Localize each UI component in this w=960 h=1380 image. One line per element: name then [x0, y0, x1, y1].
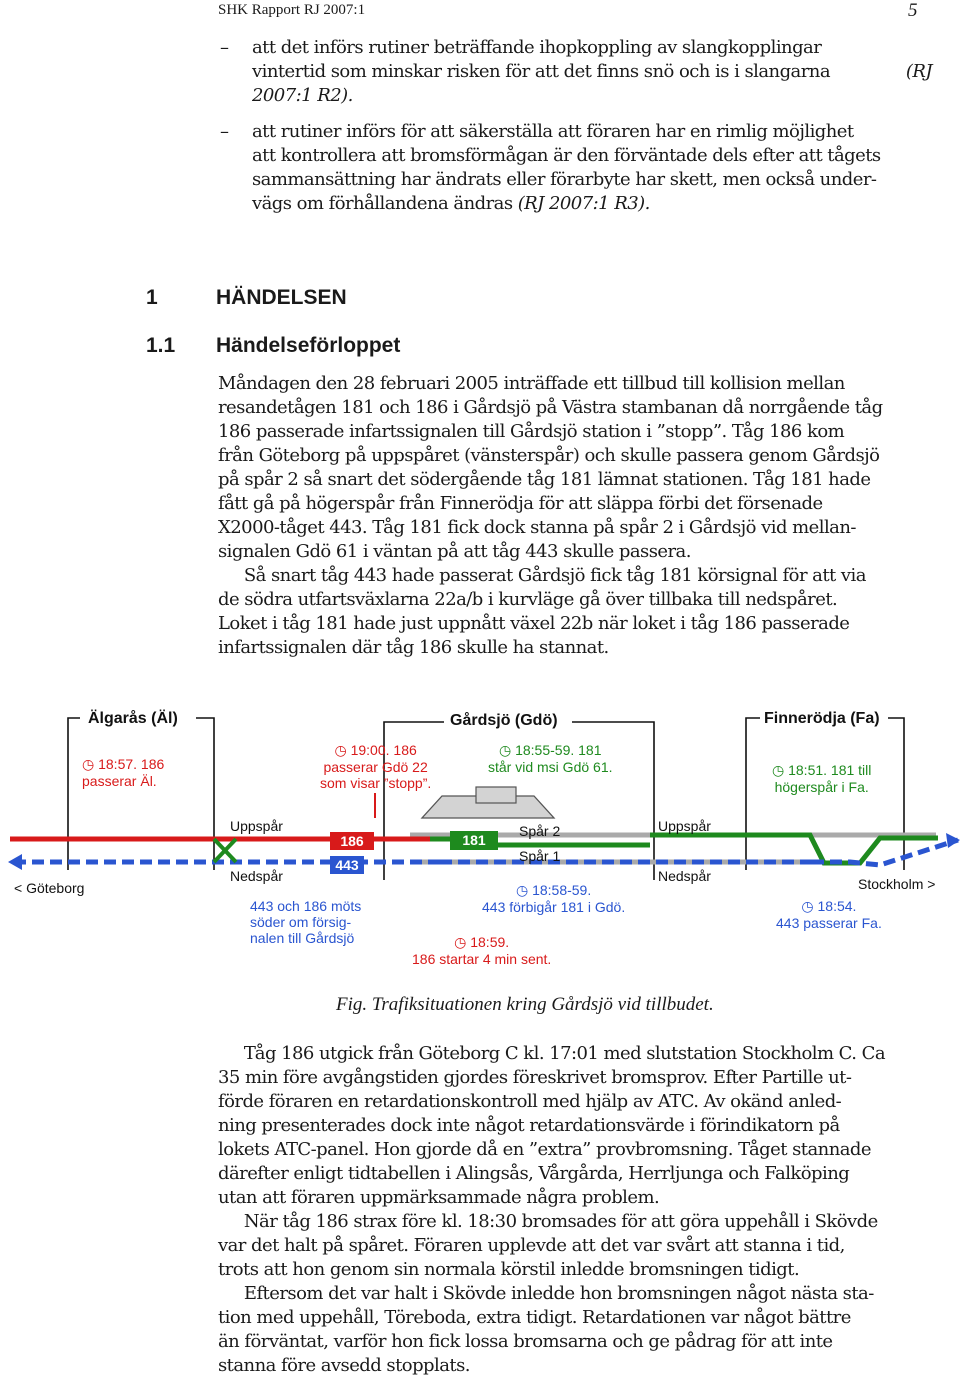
- text-line: Så snart tåg 443 hade passerat Gårdsjö fick tåg 181 körsignal för att via: [218, 565, 866, 586]
- text-line: lokets ATC-panel. Hon gjorde då en ”extra” provbromsning. Tåget stannade: [218, 1139, 872, 1160]
- text-line: infartssignalen där tåg 186 skulle ha stannat.: [218, 637, 609, 658]
- text-line: ning presenterades dock inte något retardationsvärde i förindikatorn på: [218, 1115, 840, 1136]
- text-line: trots att hon genom sin normala körstil inledde bromsningen tidigt.: [218, 1259, 800, 1280]
- station-bracket-finnerodja: [888, 718, 904, 870]
- station-label-finnerodja: Finnerödja (Fa): [760, 710, 884, 728]
- subsection-heading: 1.1 Händelseförloppet: [146, 334, 401, 357]
- bullet-line: sammansättning har ändrats eller förarbyte har skett, men också under-: [252, 169, 877, 190]
- label-goteborg: < Göteborg: [14, 880, 85, 896]
- text-line: resandetågen 181 och 186 i Gårdsjö på Västra stambanan då norrgående tåg: [218, 397, 883, 418]
- note-1900: ◷ 19:00. 186 passerar Gdö 22 som visar ”stopp”.: [320, 742, 432, 791]
- recommendation-ref: (RJ: [905, 61, 932, 82]
- station-bracket-finnerodja: [746, 718, 762, 870]
- bullet-line: vägs om förhållandena ändras (RJ 2007:1 R3).: [252, 193, 650, 214]
- arrow-right: [946, 833, 960, 848]
- text-line: Loket i tåg 181 hade just uppnått växel 22b när loket i tåg 186 passerade: [218, 613, 850, 634]
- bullet-line: att rutiner införs för att säkerställa att föraren har en rimlig möjlighet: [252, 121, 854, 142]
- train-186-label: 186: [340, 833, 364, 849]
- text-line: 186 passerade infartssignalen till Gårdsjö station i ”stopp”. Tåg 186 kom: [218, 421, 845, 442]
- station-bracket-algaras: [68, 718, 80, 870]
- incident-paragraph: [218, 372, 930, 660]
- bullet-r2: [220, 36, 932, 108]
- train-181-label: 181: [462, 832, 486, 848]
- section-heading: 1 HÄNDELSEN: [146, 286, 347, 309]
- page-number: 5: [908, 0, 918, 21]
- station-bracket-algaras: [196, 718, 214, 870]
- note-1859: ◷ 18:59. 186 startar 4 min sent.: [412, 934, 552, 967]
- text-line: Eftersom det var halt i Skövde inledde hon bromsningen något nästa sta-: [218, 1283, 874, 1304]
- text-line: var det halt på spåret. Föraren upplevde att det var svårt att stanna i tid,: [218, 1235, 845, 1256]
- bullet-dash: –: [220, 37, 229, 58]
- train-443-track: [812, 840, 958, 865]
- text-line: därefter enligt tidtabellen i Alingsås, Vårgårda, Herrljunga och Falköping: [218, 1163, 850, 1184]
- text-line: tion med uppehåll, Töreboda, extra tidigt. Retardationen var något bättre: [218, 1307, 851, 1328]
- station-label-gardsjo: Gårdsjö (Gdö): [446, 712, 562, 730]
- label-spar2: Spår 2: [519, 823, 561, 839]
- text-line: från Göteborg på uppspåret (vänsterspår) och skulle passera genom Gårdsjö: [218, 445, 880, 466]
- note-1857: ◷ 18:57. 186 passerar Äl.: [82, 756, 165, 789]
- platform-building: [476, 787, 516, 803]
- recommendation-ref: (RJ 2007:1 R3).: [517, 193, 650, 214]
- train-181-track: [650, 835, 938, 863]
- report-id: SHK Rapport RJ 2007:1: [218, 2, 366, 18]
- text-line: Måndagen den 28 februari 2005 inträffade ett tillbud till kollision mellan: [218, 373, 845, 394]
- text-line: fått gå på högerspår från Finnerödja för att släppa förbi det försenade: [218, 493, 823, 514]
- background-paragraph: [218, 1042, 930, 1378]
- label-uppspar-right: Uppspår: [658, 818, 711, 834]
- text-line: förde föraren en retardationskontroll med hjälp av ATC. Av okänd anled-: [218, 1091, 842, 1112]
- note-1854: ◷ 18:54. 443 passerar Fa.: [776, 898, 882, 931]
- bullet-line: att det införs rutiner beträffande ihopkoppling av slangkopplingar: [252, 37, 822, 58]
- note-meet: 443 och 186 möts söder om försig- nalen till Gårdsjö: [250, 898, 362, 946]
- text-line: Tåg 186 utgick från Göteborg C kl. 17:01 med slutstation Stockholm C. Ca: [218, 1043, 886, 1064]
- text-line: stanna före avsedd stopplats.: [218, 1355, 470, 1376]
- text-line: 35 min före avgångstiden gjordes föreskrivet bromsprov. Efter Partille ut-: [218, 1067, 852, 1088]
- text-line: än förväntat, varför hon fick lossa bromsarna och ge pådrag för att inte: [218, 1331, 833, 1352]
- recommendation-ref: 2007:1 R2).: [252, 85, 353, 106]
- note-1855: ◷ 18:55-59. 181 står vid msi Gdö 61.: [488, 742, 613, 775]
- label-spar1: Spår 1: [519, 848, 561, 864]
- arrow-left: [8, 854, 22, 870]
- note-1851: ◷ 18:51. 181 till högerspår i Fa.: [772, 762, 872, 795]
- label-nedspar-right: Nedspår: [658, 868, 711, 884]
- label-stockholm: Stockholm >: [858, 876, 936, 892]
- text-line: X2000-tåget 443. Tåg 181 fick dock stanna på spår 2 i Gårdsjö vid mellan-: [218, 517, 856, 538]
- bullet-r3: [220, 120, 932, 216]
- text-line: på spår 2 så snart det södergående tåg 181 lämnat stationen. Tåg 181 hade: [218, 469, 871, 490]
- text-line: de södra utfartsväxlarna 22a/b i kurvläge gå över tillbaka till nedspåret.: [218, 589, 838, 610]
- figure-caption: Fig. Trafiksituationen kring Gårdsjö vid tillbudet.: [336, 994, 714, 1015]
- train-443-label: 443: [335, 857, 359, 873]
- bullet-line: att kontrollera att bromsförmågan är den förväntade dels efter att tågets: [252, 145, 881, 166]
- note-1858: ◷ 18:58-59. 443 förbigår 181 i Gdö.: [482, 882, 626, 915]
- label-nedspar-left: Nedspår: [230, 868, 283, 884]
- text-line: signalen Gdö 61 i väntan på att tåg 443 skulle passera.: [218, 541, 691, 562]
- station-label-algaras: Älgarås (Äl): [84, 710, 182, 728]
- text-line: utan att föraren uppmärksammade några problem.: [218, 1187, 660, 1208]
- text-line: När tåg 186 strax före kl. 18:30 bromsades för att göra uppehåll i Skövde: [218, 1211, 878, 1232]
- bullet-line: vintertid som minskar risken för att det finns snö och is i slangarna (RJ: [252, 61, 932, 82]
- label-uppspar-left: Uppspår: [230, 818, 283, 834]
- bullet-dash: –: [220, 121, 229, 142]
